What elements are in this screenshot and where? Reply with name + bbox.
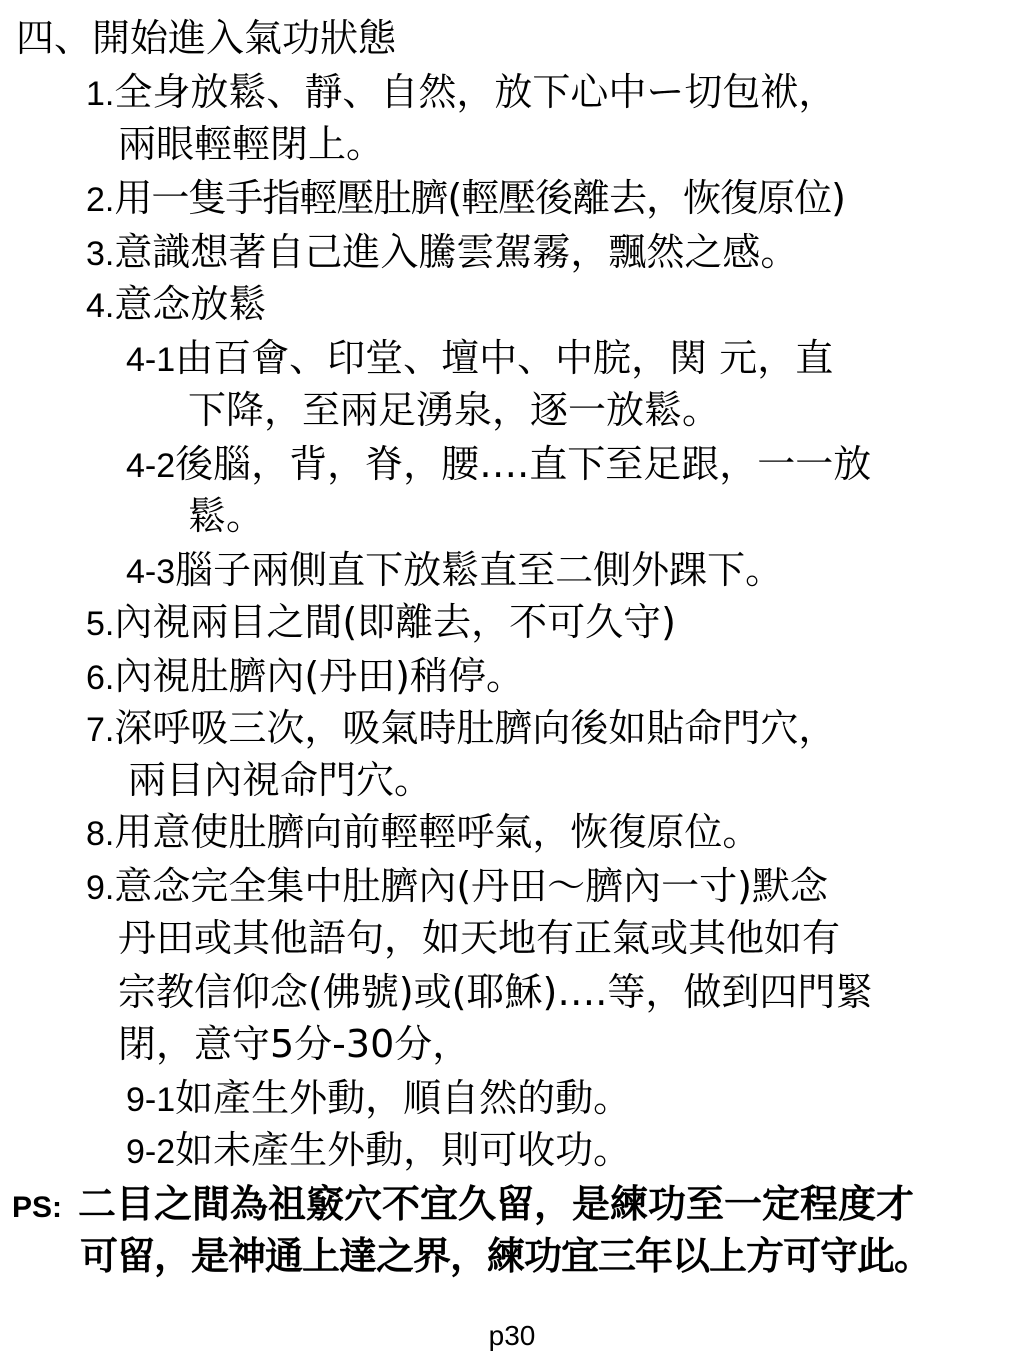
page-number: p30 bbox=[488, 1320, 536, 1351]
list-item-6 bbox=[86, 652, 524, 702]
item-text: 腦子兩側直下放鬆直至二側外踝下。 bbox=[175, 548, 784, 592]
list-item-5 bbox=[86, 598, 676, 648]
item-text: 意識想著自己進入騰雲駕霧，飄然之感。 bbox=[114, 230, 799, 274]
item-text: 全身放鬆、靜、自然，放下心中ー切包袱， bbox=[114, 70, 837, 114]
ps-note-cont: 可留，是神通上達之界，練功宜三年以上方可守此。 bbox=[80, 1234, 932, 1278]
item-text: 由百會、印堂、壇中、中脘，関 元，直 bbox=[175, 336, 834, 380]
item-number: 4. bbox=[86, 287, 115, 325]
item-number: 6. bbox=[86, 659, 115, 697]
item-number: 3. bbox=[86, 235, 115, 273]
item-text: 如產生外動，順自然的動。 bbox=[175, 1076, 632, 1120]
sub-item-4-1-cont: 下降，至兩足湧泉，逐一放鬆。 bbox=[188, 388, 721, 432]
sub-item-9-2 bbox=[126, 1126, 631, 1176]
list-item-9-cont-1: 丹田或其他語句，如天地有正氣或其他如有 bbox=[118, 916, 841, 960]
item-number: 9-2 bbox=[126, 1133, 176, 1171]
item-text: 意念放鬆 bbox=[114, 282, 267, 326]
item-number: 8. bbox=[86, 815, 115, 853]
list-item-2 bbox=[86, 174, 845, 224]
sub-item-4-2-cont: 鬆。 bbox=[188, 494, 265, 538]
section-heading: 四、開始進入氣功狀態 bbox=[16, 16, 397, 60]
item-number: 9. bbox=[86, 869, 115, 907]
list-item-8 bbox=[86, 808, 760, 858]
list-item-4 bbox=[86, 280, 266, 330]
item-number: 7. bbox=[86, 711, 115, 749]
item-number: 2. bbox=[86, 181, 115, 219]
sub-item-4-1 bbox=[126, 334, 833, 384]
item-text: 用一隻手指輕壓肚臍(輕壓後離去，恢復原位) bbox=[114, 176, 846, 220]
item-text: 意念完全集中肚臍內(丹田～臍內一寸)默念 bbox=[114, 864, 829, 908]
sub-item-4-2 bbox=[126, 440, 871, 490]
sub-item-9-1 bbox=[126, 1074, 631, 1124]
list-item-9-cont-2: 宗教信仰念(佛號)或(耶穌)….等，做到四門緊 bbox=[118, 970, 874, 1014]
item-number: 4-1 bbox=[126, 341, 176, 379]
item-text: 如未產生外動，則可收功。 bbox=[175, 1128, 632, 1172]
list-item-7-cont: 兩目內視命門穴。 bbox=[128, 758, 433, 802]
list-item-9 bbox=[86, 862, 828, 912]
list-item-1 bbox=[86, 68, 836, 118]
list-item-3 bbox=[86, 228, 798, 278]
list-item-9-cont-3: 閉，意守5分-30分， bbox=[118, 1022, 471, 1066]
item-text: 內視兩目之間(即離去，不可久守) bbox=[114, 600, 677, 644]
item-text: 內視肚臍內(丹田)稍停。 bbox=[114, 654, 525, 698]
item-number: 4-2 bbox=[126, 447, 176, 485]
item-number: 9-1 bbox=[126, 1081, 176, 1119]
list-item-1-cont: 兩眼輕輕閉上。 bbox=[118, 122, 385, 166]
sub-item-4-3 bbox=[126, 546, 783, 596]
ps-text: 二目之間為祖竅穴不宜久留，是練功至一定程度才 bbox=[78, 1182, 915, 1226]
ps-label: PS: bbox=[12, 1191, 63, 1224]
ps-note bbox=[12, 1180, 914, 1232]
list-item-7 bbox=[86, 704, 836, 754]
item-number: 4-3 bbox=[126, 553, 176, 591]
item-number: 1. bbox=[86, 75, 115, 113]
item-text: 用意使肚臍向前輕輕呼氣，恢復原位。 bbox=[114, 810, 761, 854]
item-number: 5. bbox=[86, 605, 115, 643]
item-text: 後腦，背，脊，腰….直下至足跟，一一放 bbox=[175, 442, 872, 486]
item-text: 深呼吸三次，吸氣時肚臍向後如貼命門穴， bbox=[114, 706, 837, 750]
